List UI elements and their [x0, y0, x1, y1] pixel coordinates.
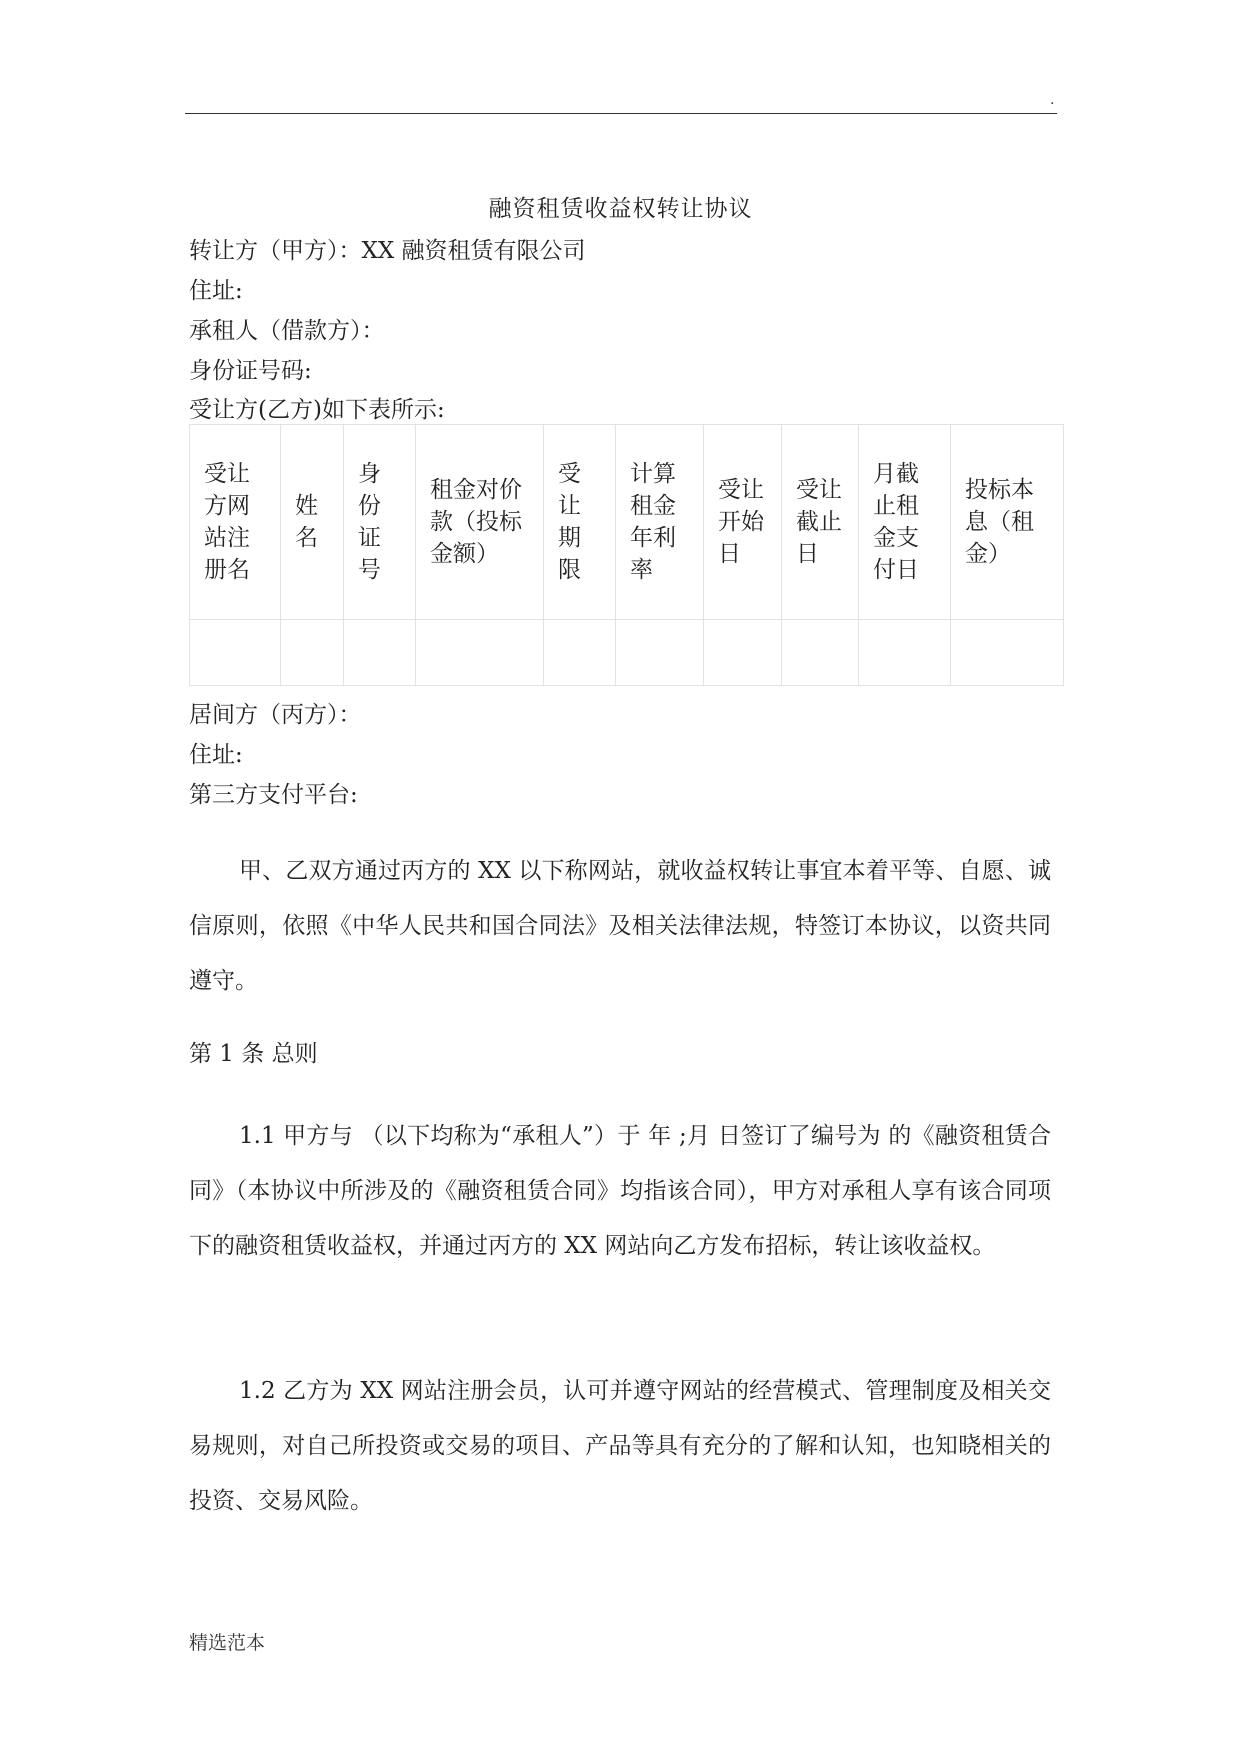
table-header-cell: 计算租金年利率	[630, 461, 676, 583]
transferee-table	[189, 424, 1064, 686]
table-header-row	[190, 425, 1064, 620]
document-title: 融资租赁收益权转让协议	[488, 196, 753, 222]
table-cell	[782, 620, 859, 686]
lessee-line: 承租人（借款方）：	[189, 318, 385, 344]
table-cell	[951, 620, 1064, 686]
clause-1-2: 1.2 乙方为 XX 网站注册会员，认可并遵守网站的经营模式、管理制度及相关交易规则，对自己所投资或交易的项目、产品等具有充分的了解和认知，也知晓相关的投资、交易风险。	[189, 1378, 1051, 1514]
table-cell	[416, 620, 544, 686]
table-header-cell: 受让方网站注册名	[204, 461, 250, 583]
table-header-cell: 租金对价款（投标金额）	[430, 477, 522, 567]
table-header-cell: 受让期限	[558, 461, 581, 583]
id-number-line: 身份证号码:	[189, 358, 312, 384]
table-cell	[859, 620, 951, 686]
table-header-cell: 姓名	[295, 493, 318, 551]
table-cell	[704, 620, 782, 686]
table-cell	[616, 620, 704, 686]
header-dot: .	[1050, 92, 1055, 108]
intro-paragraph: 甲、乙双方通过丙方的 XX 以下称网站，就收益权转让事宜本着平等、自愿、诚信原则，依照《中华人民共和国合同法》及相关法律法规，特签订本协议，以资共同遵守。	[189, 858, 1051, 994]
table-header-cell: 受让开始日	[718, 477, 764, 567]
table-cell	[281, 620, 344, 686]
transferor-line: 转让方（甲方）：XX 融资租赁有限公司	[189, 238, 586, 264]
table-cell	[344, 620, 416, 686]
article-1-heading: 第 1 条 总则	[189, 1041, 318, 1067]
table-cell	[190, 620, 281, 686]
table-header-cell: 月截止租金支付日	[873, 461, 919, 583]
broker-line: 居间方（丙方）：	[189, 702, 362, 728]
table-row	[190, 620, 1064, 686]
address-line: 住址:	[189, 278, 243, 304]
table-cell	[544, 620, 616, 686]
payment-platform-line: 第三方支付平台:	[189, 782, 358, 808]
table-header-cell: 受让截止日	[796, 477, 842, 567]
transferee-intro-line: 受让方(乙方)如下表所示:	[189, 397, 445, 423]
footer-label: 精选范本	[189, 1632, 266, 1654]
clause-1-1: 1.1 甲方与 （以下均称为“承租人”）于 年 ;月 日签订了编号为 的《融资租赁合同》（本协议中所涉及的《融资租赁合同》均指该合同），甲方对承租人享有该合同项下的融资租赁收益权，并通过丙方的 XX 网站向乙方发布招标，转让该收益权。	[189, 1123, 1051, 1259]
header-rule	[185, 113, 1057, 114]
broker-address-line: 住址:	[189, 742, 243, 768]
table-header-cell: 投标本息（租金）	[965, 477, 1034, 567]
table-header-cell: 身份证号	[358, 461, 381, 583]
